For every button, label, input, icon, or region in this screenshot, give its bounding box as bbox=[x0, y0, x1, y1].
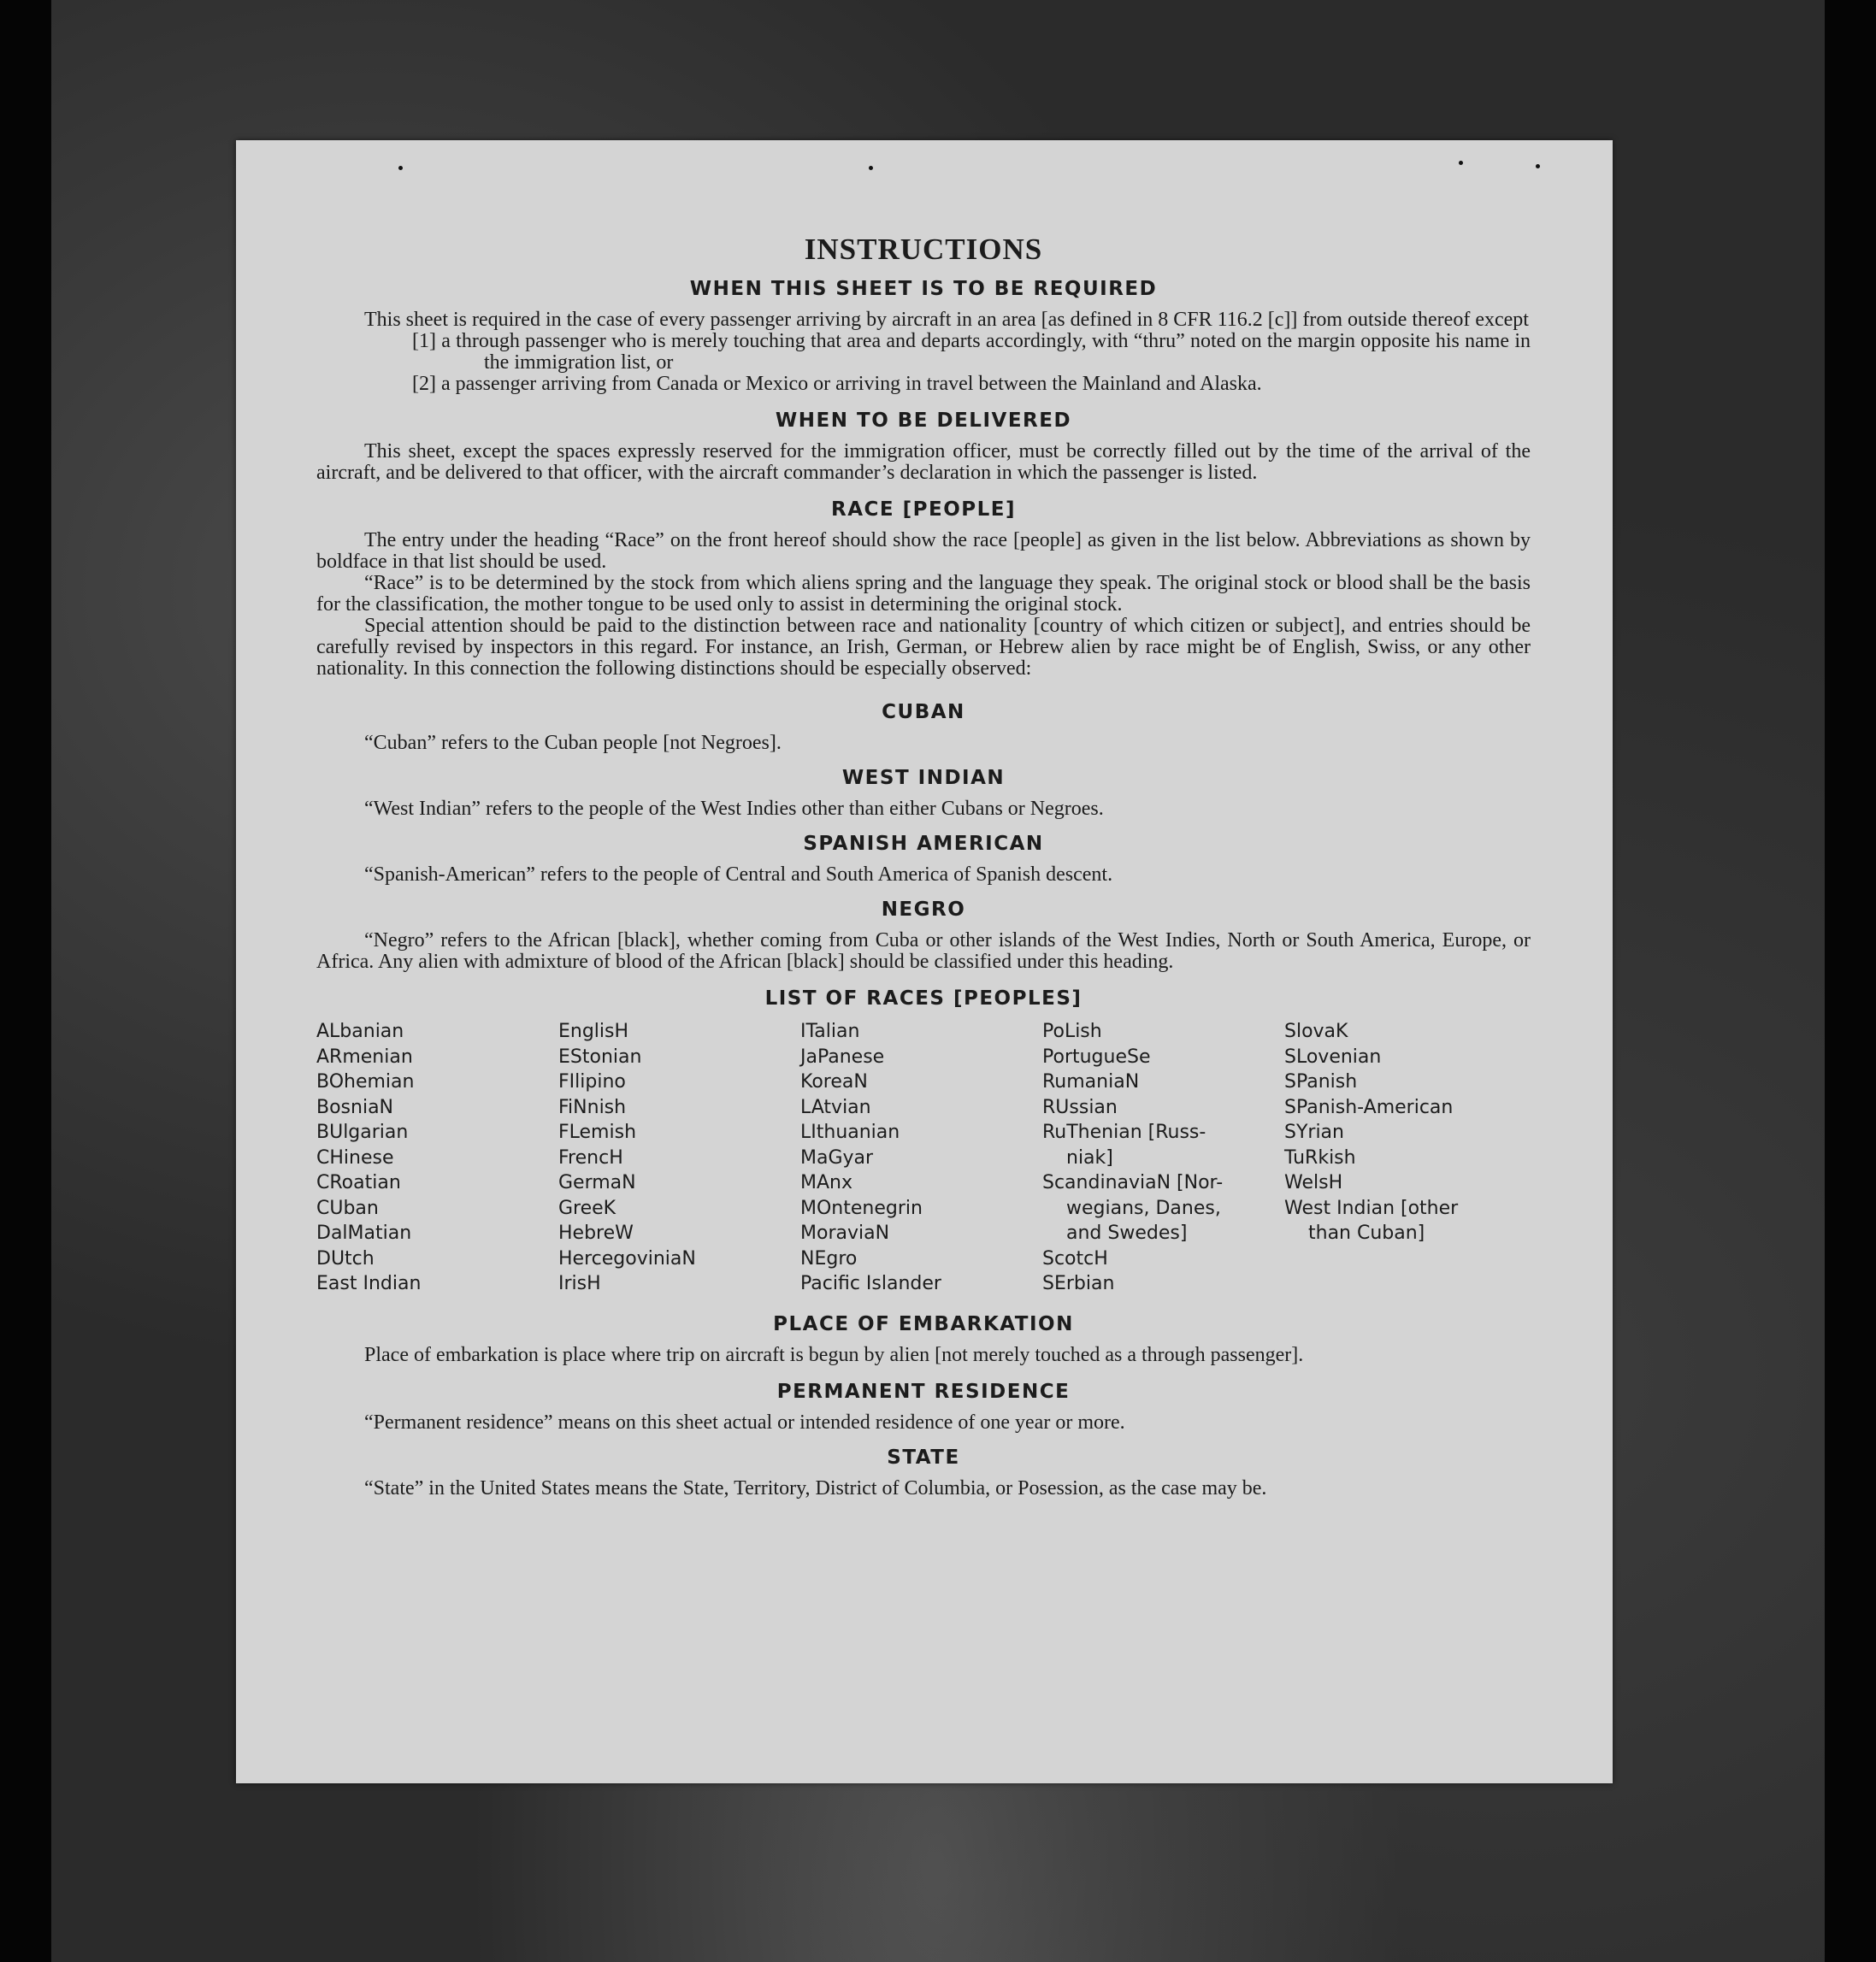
heading-state: STATE bbox=[887, 1446, 960, 1469]
race-entry: East Indian bbox=[316, 1273, 422, 1294]
race-entry: ALbanian bbox=[316, 1021, 404, 1042]
delivered-text: This sheet, except the spaces expressly reserved for the immigration officer, must be correctly filled out by the time of the arrival of the aircraft, and be delivered to that officer, with the aircraft commander’s declaration in which the passenger is listed. bbox=[316, 440, 1531, 484]
heading-west-indian: WEST INDIAN bbox=[841, 767, 1006, 789]
required-item-1: [1] a through passenger who is merely touching that area and departs accordingly, with “thru” noted on the margin opposite his name in the immigration list, or bbox=[412, 330, 1531, 374]
section-embarkation bbox=[316, 1312, 1531, 1366]
race-entry-continued: and Swedes] bbox=[1066, 1223, 1188, 1244]
section-race bbox=[316, 498, 1531, 680]
embarkation-text: Place of embarkation is place where trip on aircraft is begun by alien [not merely touched as a through passenger]. bbox=[364, 1343, 1304, 1366]
west-indian-text: “West Indian” refers to the people of the West Indies other than either Cubans or Negroes. bbox=[364, 798, 1104, 820]
race-entry-continued: wegians, Danes, bbox=[1066, 1197, 1221, 1219]
race-entry: CHinese bbox=[316, 1146, 394, 1169]
race-entry: HercegoviniaN bbox=[558, 1247, 696, 1270]
race-entry: SErbian bbox=[1042, 1273, 1115, 1294]
race-entry: ScotcH bbox=[1042, 1247, 1108, 1270]
required-intro: This sheet is required in the case of every passenger arriving by aircraft in an area [as defined in 8 CFR 116.2 [c]] from outside thereof except bbox=[364, 309, 1529, 331]
race-entry-continued: than Cuban] bbox=[1308, 1223, 1425, 1244]
section-delivered bbox=[316, 409, 1531, 484]
race-entry: NEgro bbox=[800, 1247, 858, 1270]
race-entry: GreeK bbox=[558, 1197, 616, 1219]
sheet-content bbox=[316, 234, 1531, 1499]
race-entry-continued: niak] bbox=[1066, 1146, 1113, 1169]
scan-edge-right bbox=[1825, 0, 1876, 1962]
heading-race: RACE [PEOPLE] bbox=[831, 498, 1016, 521]
race-entry: FiNnish bbox=[558, 1096, 627, 1118]
race-entry: BUlgarian bbox=[316, 1122, 409, 1143]
races-column-3 bbox=[800, 1019, 1042, 1297]
scan-speck bbox=[1536, 164, 1540, 168]
race-entry: DUtch bbox=[316, 1247, 375, 1270]
races-column-1 bbox=[316, 1019, 558, 1297]
cuban-text: “Cuban” refers to the Cuban people [not Negroes]. bbox=[364, 732, 782, 754]
heading-list-of-races: LIST OF RACES [PEOPLES] bbox=[764, 987, 1083, 1010]
race-entry: SYrian bbox=[1284, 1122, 1344, 1143]
residence-text: “Permanent residence” means on this sheet actual or intended residence of one year or more. bbox=[364, 1411, 1125, 1434]
race-entry: FLemish bbox=[558, 1122, 637, 1143]
section-list-of-races bbox=[316, 987, 1531, 1297]
race-entry: EnglisH bbox=[558, 1021, 629, 1042]
race-entry: TuRkish bbox=[1284, 1146, 1356, 1169]
scan-speck bbox=[398, 166, 403, 170]
race-entry: KoreaN bbox=[800, 1071, 868, 1093]
race-entry: ScandinaviaN [Nor- bbox=[1042, 1172, 1224, 1193]
heading-delivered: WHEN TO BE DELIVERED bbox=[775, 409, 1072, 432]
race-entry: SlovaK bbox=[1284, 1021, 1348, 1042]
race-paragraph-1: The entry under the heading “Race” on the front hereof should show the race [people] as given in the list below. Abbreviations as shown by boldface in that list should be used. bbox=[316, 529, 1531, 573]
race-entry: LIthuanian bbox=[800, 1122, 900, 1143]
state-text: “State” in the United States means the State, Territory, District of Columbia, or Posession, as the case may be. bbox=[364, 1476, 1267, 1499]
race-paragraph-3: Special attention should be paid to the distinction between race and nationality [country of which citizen or subject], and entries should be carefully revised by inspectors in this regard. For instance, an Irish, German, or Hebrew alien by race might be of English, Swiss, or any other nationality. In this connection the following distinctions should be especially observed: bbox=[316, 615, 1531, 680]
race-entry: ARmenian bbox=[316, 1046, 413, 1068]
race-entry: FrencH bbox=[558, 1146, 623, 1169]
race-entry: SLovenian bbox=[1284, 1046, 1382, 1068]
heading-required: WHEN THIS SHEET IS TO BE REQUIRED bbox=[689, 278, 1158, 300]
scan-speck bbox=[869, 166, 873, 170]
section-required bbox=[316, 277, 1531, 395]
scan-edge-left bbox=[0, 0, 51, 1962]
race-entry: GermaN bbox=[558, 1172, 636, 1193]
heading-embarkation: PLACE OF EMBARKATION bbox=[773, 1312, 1074, 1335]
heading-residence: PERMANENT RESIDENCE bbox=[776, 1380, 1071, 1403]
races-column-5 bbox=[1284, 1019, 1526, 1297]
race-entry: WelsH bbox=[1284, 1172, 1343, 1193]
race-entry: West Indian [other bbox=[1284, 1197, 1459, 1219]
heading-spanish-american: SPANISH AMERICAN bbox=[803, 833, 1044, 855]
heading-negro: NEGRO bbox=[881, 899, 966, 921]
race-entry: SPanish-American bbox=[1284, 1096, 1454, 1118]
race-entry: JaPanese bbox=[800, 1046, 885, 1068]
race-entry: HebreW bbox=[558, 1223, 634, 1244]
race-entry: MAnx bbox=[800, 1172, 852, 1193]
race-entry: BosniaN bbox=[316, 1096, 394, 1118]
race-entry: MOntenegrin bbox=[800, 1197, 923, 1219]
race-entry: SPanish bbox=[1284, 1071, 1358, 1093]
race-entry: PoLish bbox=[1042, 1021, 1102, 1042]
required-item-2: [2] a passenger arriving from Canada or Mexico or arriving in travel between the Mainland and Alaska. bbox=[412, 373, 1262, 395]
race-entry: Pacific Islander bbox=[800, 1273, 941, 1294]
race-entry: RuThenian [Russ- bbox=[1042, 1122, 1206, 1143]
races-column-2 bbox=[558, 1019, 800, 1297]
negro-text: “Negro” refers to the African [black], whether coming from Cuba or other islands of the West Indies, North or South America, Europe, or Africa. Any alien with admixture of blood of the African [black] should be classified under this heading. bbox=[316, 929, 1531, 973]
race-entry: EStonian bbox=[558, 1046, 642, 1068]
race-entry: RUssian bbox=[1042, 1096, 1118, 1118]
race-entry: LAtvian bbox=[800, 1096, 871, 1118]
section-state bbox=[316, 1446, 1531, 1499]
race-entry: MoraviaN bbox=[800, 1223, 890, 1244]
section-spanish-american bbox=[316, 832, 1531, 886]
section-west-indian bbox=[316, 766, 1531, 820]
section-cuban bbox=[316, 700, 1531, 754]
race-entry: CUban bbox=[316, 1197, 379, 1219]
scan-speck bbox=[1459, 161, 1463, 165]
race-entry: MaGyar bbox=[800, 1146, 874, 1169]
race-entry: IrisH bbox=[558, 1273, 601, 1294]
races-column-4 bbox=[1042, 1019, 1284, 1297]
race-paragraph-2: “Race” is to be determined by the stock from which aliens spring and the language they speak. The original stock or blood shall be the basis for the classification, the mother tongue to be used only to assist in determining the original stock. bbox=[316, 572, 1531, 616]
race-entry: RumaniaN bbox=[1042, 1071, 1140, 1093]
race-entry: FIlipino bbox=[558, 1071, 626, 1093]
spanish-american-text: “Spanish-American” refers to the people of Central and South America of Spanish descent. bbox=[364, 863, 1113, 886]
race-entry: ITalian bbox=[800, 1021, 860, 1042]
section-negro bbox=[316, 898, 1531, 973]
race-entry: CRoatian bbox=[316, 1172, 401, 1193]
heading-cuban: CUBAN bbox=[882, 701, 965, 723]
race-entry: PortugueSe bbox=[1042, 1046, 1151, 1068]
section-residence bbox=[316, 1380, 1531, 1434]
instruction-sheet bbox=[236, 140, 1613, 1783]
race-entry: BOhemian bbox=[316, 1071, 415, 1093]
race-entry: DalMatian bbox=[316, 1223, 412, 1244]
page-title: INSTRUCTIONS bbox=[804, 233, 1043, 266]
races-table bbox=[316, 1019, 1531, 1297]
